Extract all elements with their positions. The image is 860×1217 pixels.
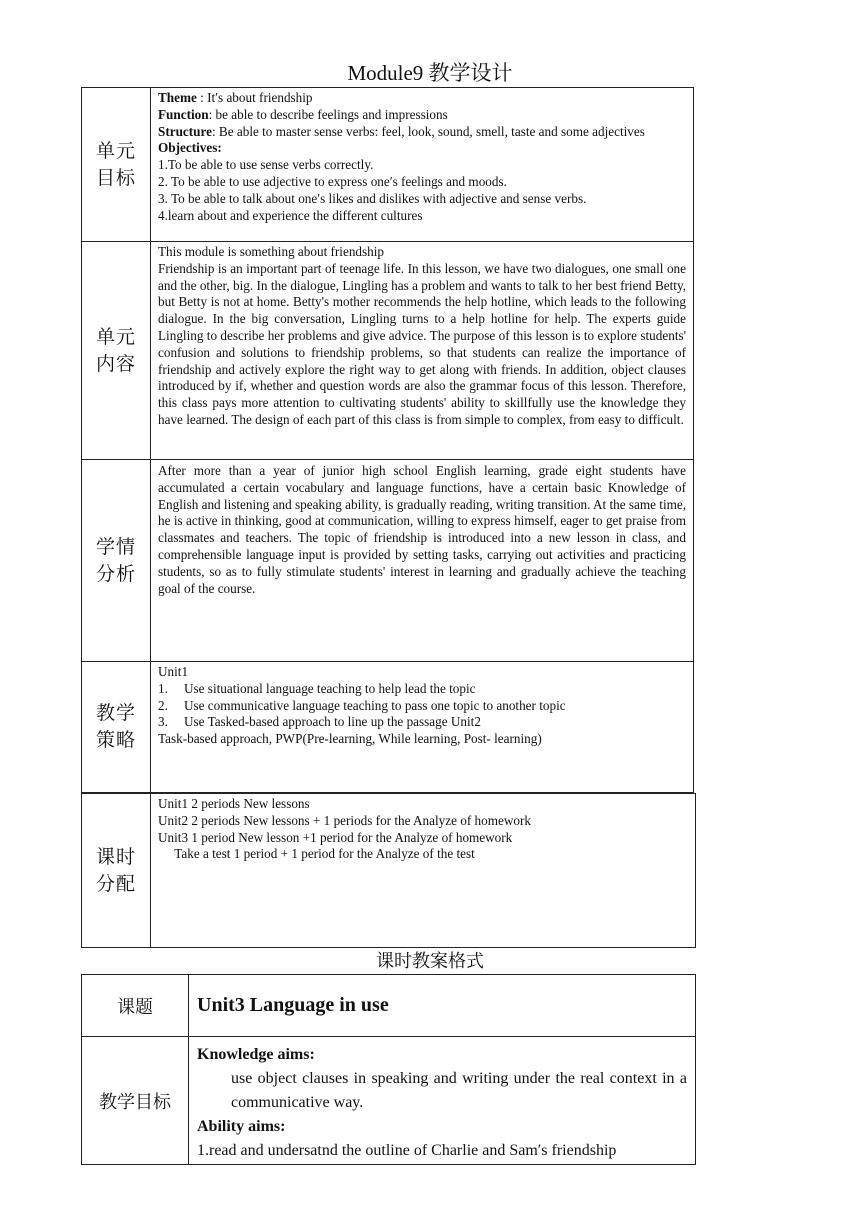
label-teaching-strategy: 教学 策略 [82,662,151,793]
lesson-plan-subtitle: 课时教案格式 [376,951,484,972]
strategy-item: 1. Use situational language teaching to help lead the topic [158,680,476,696]
strategy-item: 2. Use communicative language teaching to pass one topic to another topic [158,697,566,713]
knowledge-aims-text: use object clauses in speaking and writing under the real context in a communicative way. [231,1070,687,1111]
objectives-heading: Objectives: [158,140,222,156]
row-period-allocation [82,794,696,948]
lesson-topic-value: Unit3 Language in use [197,994,389,1016]
period-allocation-table [81,793,696,948]
period-line: Unit3 1 period New lesson +1 period for the Analyze of homework [158,829,513,845]
label-unit-content: 单元 内容 [82,242,151,460]
label-unit-goals: 单元 目标 [82,88,151,242]
label-period-allocation: 课时 分配 [82,794,151,948]
cell-topic [189,975,696,1037]
structure-line: Structure: Be able to master sense verbs: feel, look, sound, smell, taste and some adjectives [158,123,645,139]
row-teaching-aims [82,1037,696,1165]
learner-analysis-body: After more than a year of junior high school English learning, grade eight students have accumulated a certain vocabulary and language functions, have a certain basic Knowledge of English and listening and speaking ability, is gradually reading, writing transition. At the same time, he is active in thinking, good at communication, willing to express himself, eager to get praise from classmates and teachers. The topic of friendship is introduced into a new lesson in class, and comprehensible language input is provided by setting tasks, carrying out activities and practicing students, so as to fully stimulate students' interest in learning and gradually achieve the teaching goal of the course. [158,463,687,596]
ability-aims-text: 1.read and undersatnd the outline of Charlie and Sam′s friendship [197,1142,617,1159]
objective-item: 2. To be able to use adjective to express one′s feelings and moods. [158,173,507,189]
cell-unit-content [151,242,694,460]
cell-unit-goals [151,88,694,242]
period-line: Unit2 2 periods New lessons + 1 periods for the Analyze of homework [158,812,531,828]
cell-period-allocation [151,794,696,948]
period-line: Unit1 2 periods New lessons [158,796,310,811]
strategy-heading: Unit1 [158,664,189,679]
row-teaching-strategy [82,662,694,793]
cell-teaching-aims [189,1037,696,1165]
objective-item: 1.To be able to use sense verbs correctly. [158,157,374,173]
unit-design-table [81,87,694,793]
lesson-plan-table [81,974,696,1165]
function-line: Function: be able to describe feelings and impressions [158,106,448,122]
label-topic: 课题 [82,975,189,1037]
row-topic [82,975,696,1037]
objective-item: 3. To be able to talk about one′s likes and dislikes with adjective and sense verbs. [158,190,587,206]
content-body: Friendship is an important part of teenage life. In this lesson, we have two dialogues, one small one and the other, big. In the dialogue, Lingling has a problem and wants to talk to her best friend Betty, but Betty is not at home. Betty's mother recommends the help hotline, which leads to the following dialogue. In the big conversation, Lingling turns to a help hotline for help. The experts guide Lingling to describe her problems and give advice. The purpose of this lesson is to explore students' confusion and solutions to friendship problems, so that students can realize the importance of friendship and actively explore the right way to get along with friends. In addition, object clauses introduced by if, whether and question words are also the grammar focus of this lesson. Therefore, this class pays more attention to cultivating students' ability to skillfully use the knowledge they have learned. The design of each part of this class is from simple to complex, from easy to difficult. [158,260,686,427]
objective-item: 4.learn about and experience the different cultures [158,207,423,223]
label-teaching-aims: 教学目标 [82,1037,189,1165]
knowledge-aims-heading: Knowledge aims: [197,1046,315,1063]
row-unit-content [82,242,694,460]
content-intro: This module is something about friendship [158,244,384,259]
period-line: Take a test 1 period + 1 period for the Analyze of the test [158,846,475,862]
theme-line: Theme : It′s about friendship [158,90,313,105]
strategy-footer: Task-based approach, PWP(Pre-learning, While learning, Post- learning) [158,731,542,747]
cell-learner-analysis [151,460,694,662]
page-title: Module9 教学设计 [347,61,513,85]
label-learner-analysis: 学情 分析 [82,460,151,662]
strategy-item: 3. Use Tasked-based approach to line up the passage Unit2 [158,714,481,730]
ability-aims-heading: Ability aims: [197,1118,286,1135]
cell-teaching-strategy [151,662,694,793]
row-unit-goals [82,88,694,242]
row-learner-analysis [82,460,694,662]
